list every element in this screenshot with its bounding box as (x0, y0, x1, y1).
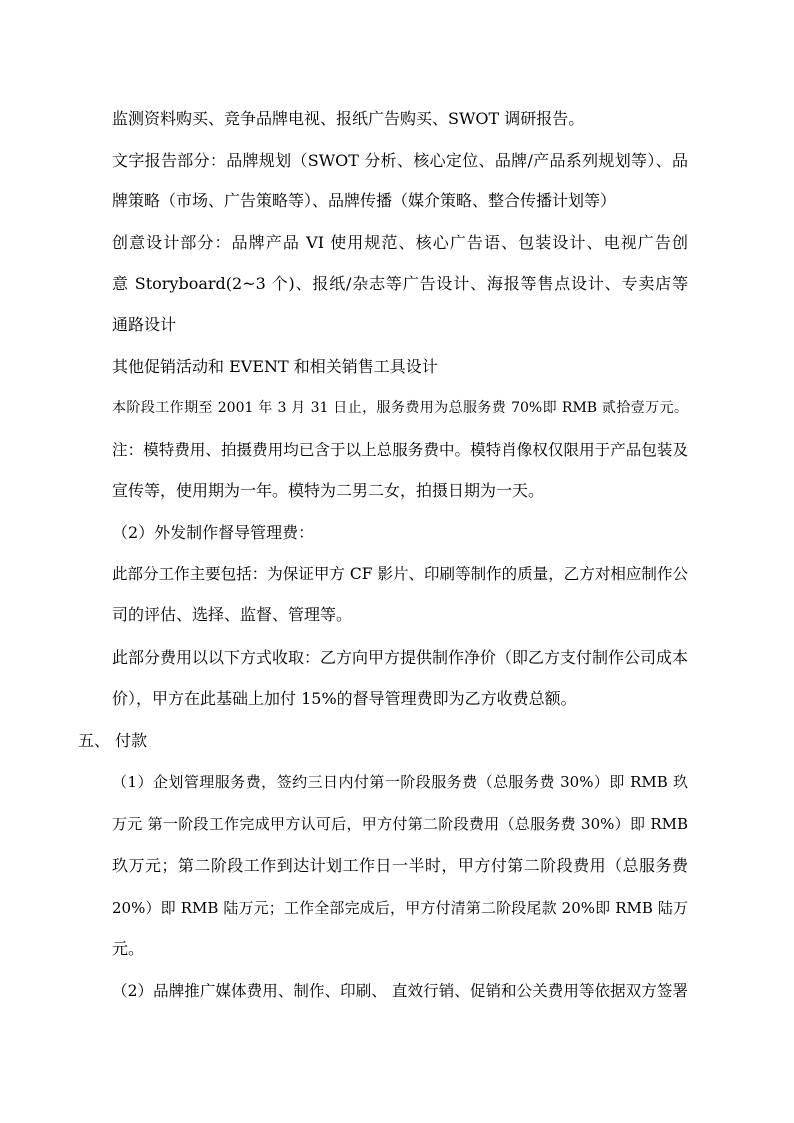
text-line: （2）外发制作督导管理费： (112, 523, 315, 542)
text-line: 其他促销活动和 EVENT 和相关销售工具设计 (112, 357, 438, 376)
text-line: 价），甲方在此基础上加付 15%的督导管理费即为乙方收费总额。 (112, 689, 577, 708)
text-line: 元。 (112, 939, 145, 958)
text-line: 司的评估、选择、监督、管理等。 (112, 605, 353, 624)
text-line: 宣传等，使用期为一年。模特为二男二女，拍摄日期为一天。 (112, 481, 545, 500)
text-line: （2）品牌推广媒体费用、制作、印刷、 直效行销、促销和公关费用等依据双方签署 (112, 982, 688, 1000)
text-line: 本阶段工作期至 2001 年 3 月 31 日止，服务费用为总服务费 70%即 RMB 贰拾壹万元。 (112, 400, 688, 416)
text-line: 20%）即 RMB 陆万元；工作全部完成后，甲方付清第二阶段尾款 20%即 RMB 陆万 (112, 899, 688, 917)
text-line: 意 Storyboard(2~3 个)、报纸/杂志等广告设计、海报等售点设计、专卖店等 (112, 274, 688, 293)
text-line: 注：模特费用、拍摄费用均已含于以上总服务费中。模特肖像权仅限用于产品包装及 (112, 441, 688, 459)
text-line: 文字报告部分：品牌规划（SWOT 分析、核心定位、品牌/产品系列规划等）、品 (112, 151, 688, 170)
text-line: 创意设计部分：品牌产品 VI 使用规范、核心广告语、包装设计、电视广告创 (112, 233, 688, 252)
text-line: 牌策略（市场、广告策略等）、品牌传播（媒介策略、整合传播计划等） (112, 191, 617, 210)
text-line: 监测资料购买、竞争品牌电视、报纸广告购买、SWOT 调研报告。 (112, 109, 585, 128)
section-heading: 五、 付款 (78, 731, 148, 750)
text-line: 玖万元；第二阶段工作到达计划工作日一半时，甲方付第二阶段费用（总服务费 (112, 856, 688, 875)
text-line: 通路设计 (112, 315, 177, 334)
text-line: （1）企划管理服务费，签约三日内付第一阶段服务费（总服务费 30%）即 RMB 玖 (112, 773, 688, 791)
text-line: 此部分工作主要包括：为保证甲方 CF 影片、印刷等制作的质量，乙方对相应制作公 (112, 565, 688, 583)
text-line: 此部分费用以以下方式收取：乙方向甲方提供制作净价（即乙方支付制作公司成本 (112, 648, 688, 667)
text-line: 万元 第一阶段工作完成甲方认可后，甲方付第二阶段费用（总服务费 30%）即 RMB (112, 815, 688, 833)
